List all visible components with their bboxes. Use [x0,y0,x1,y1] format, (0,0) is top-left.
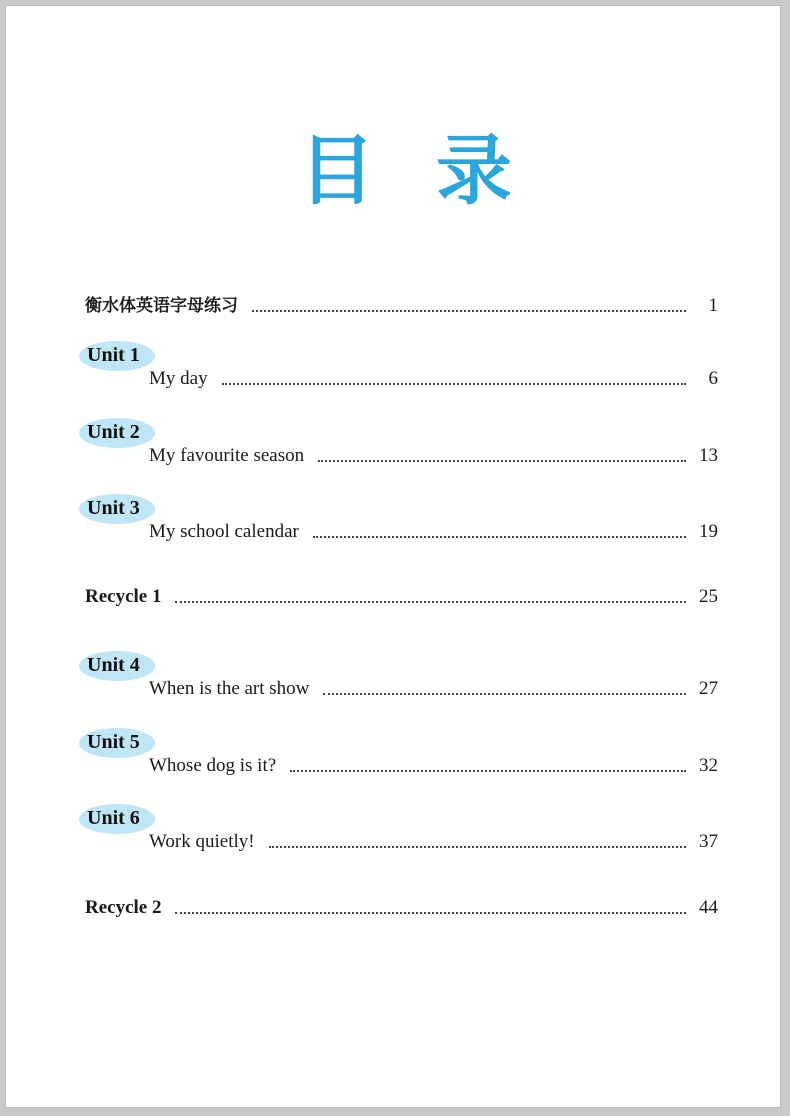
toc-entry-label: Recycle 1 [85,586,162,607]
unit-4-label: Unit 4 [87,654,140,676]
unit-2-label: Unit 2 [87,421,140,443]
toc-entry-label: When is the art show [149,678,310,699]
toc-entry-unit-1[interactable] [149,366,718,392]
dot-leader [290,770,686,772]
toc-entry-unit-3[interactable] [149,519,718,545]
unit-3-label: Unit 3 [87,497,140,519]
toc-entry-unit-4[interactable] [149,676,718,702]
dot-leader [313,536,686,538]
toc-entry-label: My favourite season [149,445,305,466]
toc-entry-recycle-1[interactable] [85,584,718,610]
toc-entry-unit-2[interactable] [149,443,718,469]
toc-entry-label: 衡水体英语字母练习 [85,296,238,316]
dot-leader [175,912,686,914]
toc-page-number: 37 [699,831,718,852]
toc-page-number: 13 [699,445,718,466]
dot-leader [323,693,686,695]
toc-page-number: 19 [699,521,718,542]
toc-entry-label: Work quietly! [149,831,255,852]
toc-entry-label: My school calendar [149,521,299,542]
unit-5-label: Unit 5 [87,731,140,753]
title-char-2: 录 [436,126,512,215]
toc-entry-unit-5[interactable] [149,753,718,779]
dot-leader [252,310,686,312]
toc-entry-intro[interactable] [85,293,718,319]
title-char-1: 目 [299,126,375,215]
toc-page-number: 32 [699,755,718,776]
toc-page-number: 6 [708,368,718,389]
toc-page-number: 44 [699,897,718,918]
unit-6-label: Unit 6 [87,807,140,829]
dot-leader [269,846,686,848]
dot-leader [222,383,686,385]
toc-entry-label: Whose dog is it? [149,755,277,776]
toc-page-number: 1 [708,295,718,316]
toc-entry-label: Recycle 2 [85,897,162,918]
page-title [6,121,782,231]
document-page [5,5,781,1108]
toc-entry-recycle-2[interactable] [85,895,718,921]
unit-1-label: Unit 1 [87,344,140,366]
toc-entry-unit-6[interactable] [149,829,718,855]
dot-leader [318,460,686,462]
toc-entry-label: My day [149,368,208,389]
toc-page-number: 27 [699,678,718,699]
dot-leader [175,601,686,603]
toc-page-number: 25 [699,586,718,607]
